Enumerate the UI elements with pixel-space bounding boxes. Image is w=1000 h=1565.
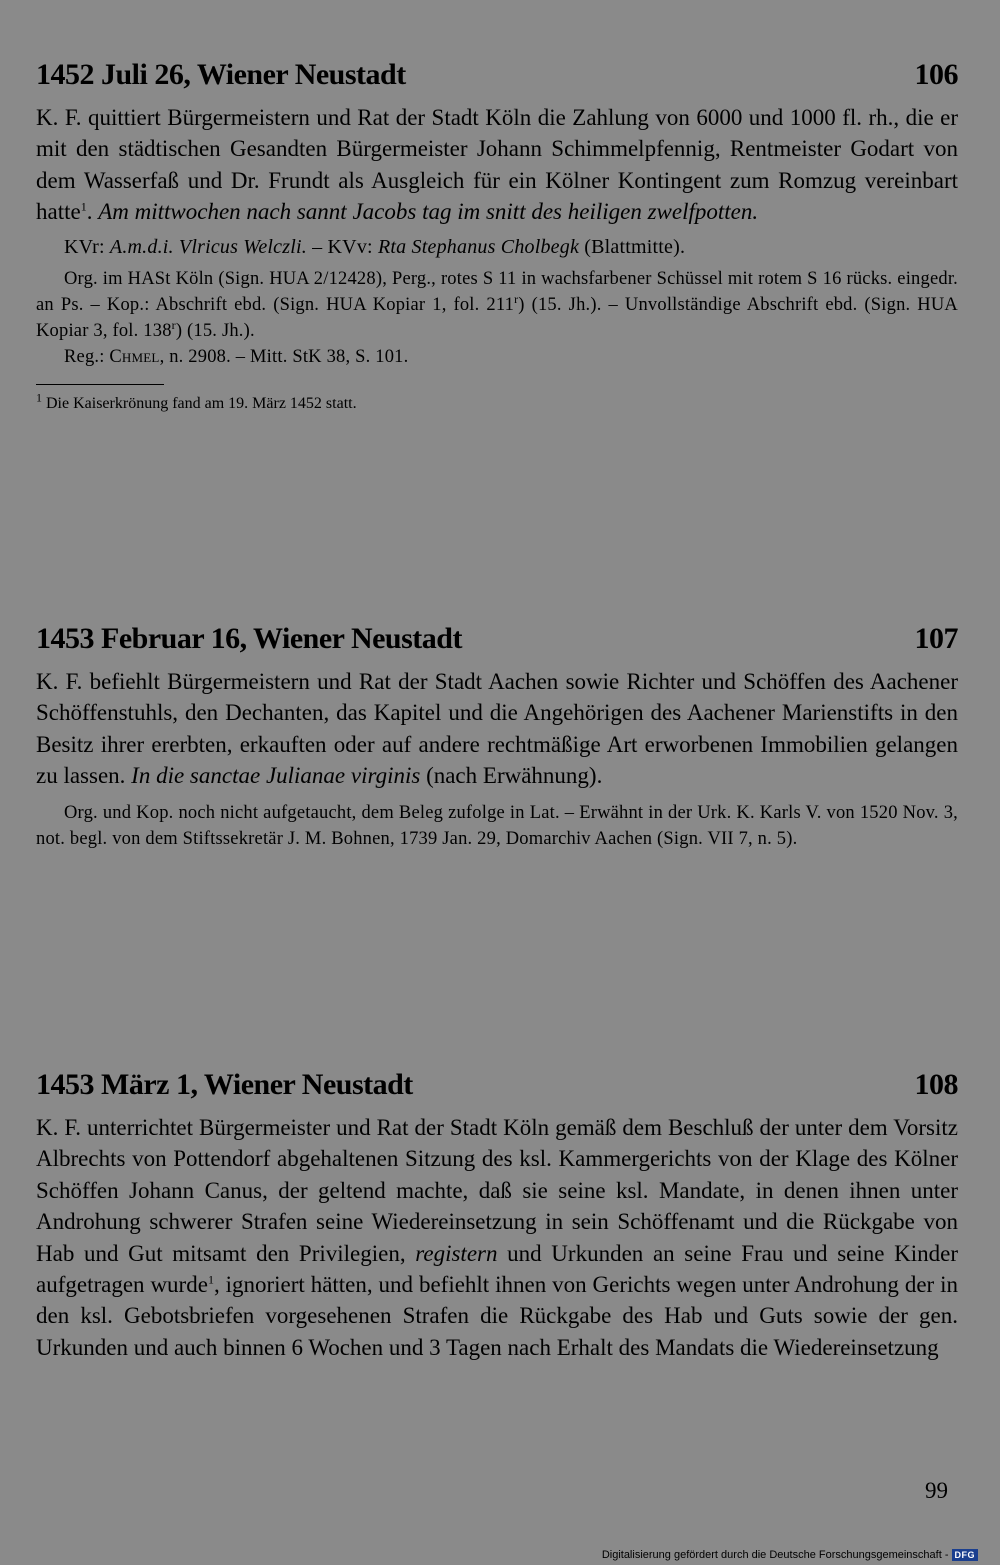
entry-107	[36, 622, 958, 852]
entry-date-place: 1453 Februar 16, Wiener Neustadt	[36, 622, 462, 655]
entry-heading	[36, 58, 958, 92]
entry-108	[36, 1068, 958, 1363]
regest-text: K. F. quittiert Bürgermeistern und Rat der Stadt Köln die Zahlung von 6000 und 1000 fl. rh., die er mit den städtischen Gesandten Bürgermeister Johann Schimmelpfennig, Rentmeister Godart von dem Wasserfaß und Dr. Frundt als Ausgleich für ein Kölner Kontingent zum Romzug vereinbart hatte$^1$. Am mittwochen nach sannt Jacobs tag im snitt des heiligen zwelfpotten.	[36, 105, 958, 225]
entry-date-place: 1452 Juli 26, Wiener Neustadt	[36, 58, 406, 91]
regest-text: K. F. unterrichtet Bürgermeister und Rat der Stadt Köln gemäß dem Beschluß der unter dem Vorsitz Albrechts von Pottendorf abgehaltenen Sitzung des ksl. Kammergerichts von der Klage des Kölner Schöffen Johann Canus, der geltend machte, daß sie seine ksl. Mandate, in denen ihnen unter Androhung schwerer Strafen seine Wiedereinsetzung in sein Schöffenamt und die Rückgabe von Hab und Gut mitsamt den Privilegien, registern und Urkunden an seine Frau und seine Kinder aufgetragen wurde$^1$, ignoriert hätten, und befiehlt ihnen von Gerichts wegen unter Androhung der in den ksl. Gebotsbriefen vorgesehenen Strafen die Rückgabe des Hab und Guts sowie der gen. Urkunden und auch binnen 6 Wochen und 3 Tagen nach Erhalt des Mandats die Wiedereinsetzung	[36, 1115, 958, 1360]
footnote-rule	[36, 384, 164, 385]
page-number: 99	[925, 1478, 948, 1503]
funding-footer	[602, 1549, 978, 1561]
source-note: Org. und Kop. noch nicht aufgetaucht, dem Beleg zufolge in Lat. – Erwähnt in der Urk. K. Karls V. von 1520 Nov. 3, not. begl. von dem Stiftssekretär J. M. Bohnen, 1739 Jan. 29, Domarchiv Aachen (Sign. VII 7, n. 5).	[36, 802, 958, 849]
kanzlei-vermerk: KVr: A.m.d.i. Vlricus Welczli. – KVv: Rta Stephanus Cholbegk (Blattmitte).	[64, 235, 686, 258]
entry-date-place: 1453 März 1, Wiener Neustadt	[36, 1068, 413, 1101]
entry-number: 106	[914, 58, 958, 91]
entry-number: 108	[914, 1068, 958, 1101]
footnote: $^1$ Die Kaiserkrönung fand am 19. März 1452 statt.	[36, 390, 357, 412]
entry-heading	[36, 1068, 958, 1102]
entry-number: 107	[914, 622, 958, 655]
regest-reference: Reg.: Chmel, n. 2908. – Mitt. StK 38, S. 101.	[64, 346, 409, 367]
dfg-logo: DFG	[952, 1549, 979, 1561]
funding-text: Digitalisierung gefördert durch die Deutsche Forschungsgemeinschaft -	[601, 1549, 949, 1561]
regest-text: K. F. befiehlt Bürgermeistern und Rat der Stadt Aachen sowie Richter und Schöffen des Aachener Schöffenstuhls, den Dechanten, das Kapitel und die Angehörigen des Aachener Marienstifts in den Besitz ihrer ererbten, erkauften oder auf andere rechtmäßige Art erworbenen Immobilien gelangen zu lassen. In die sanctae Julianae virginis (nach Erwähnung).	[36, 669, 958, 789]
entry-106	[36, 58, 958, 415]
entry-heading	[36, 622, 958, 656]
source-note: Org. im HASt Köln (Sign. HUA 2/12428), Perg., rotes S 11 in wachsfarbener Schüssel mit rotem S 16 rücks. eingedr. an Ps. – Kop.: Abschrift ebd. (Sign. HUA Kopiar 1, fol. 211$^r$) (15. Jh.). – Unvollständige Abschrift ebd. (Sign. HUA Kopiar 3, fol. 138$^r$) (15. Jh.).	[36, 268, 958, 341]
